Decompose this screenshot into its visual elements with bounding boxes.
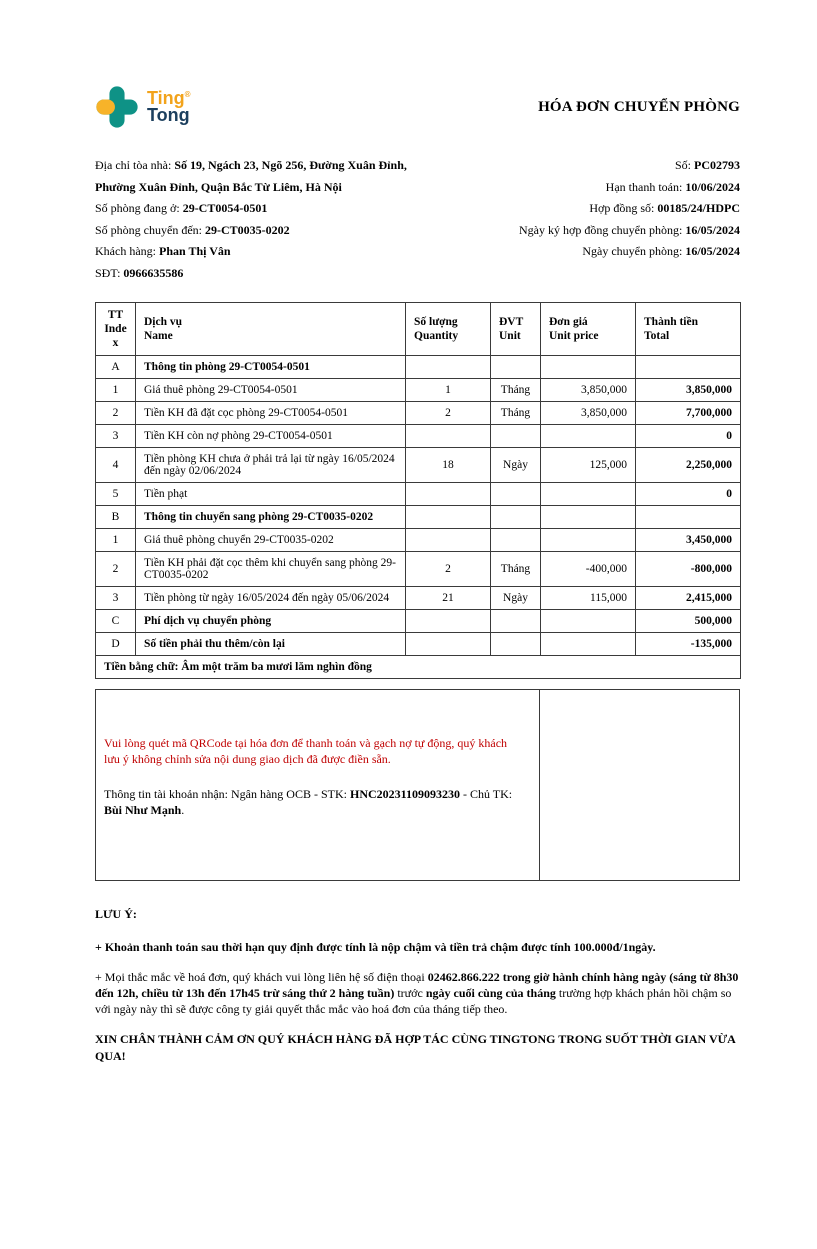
amount-in-words: Tiền bằng chữ: Âm một trăm ba mươi lăm nghìn đồng <box>96 656 741 679</box>
invoice-table <box>95 302 741 679</box>
destination-room-line: Số phòng chuyển đến: 29-CT0035-0202 <box>95 222 290 237</box>
payment-box <box>95 689 740 881</box>
cell-price <box>541 483 636 506</box>
invoice-table-body <box>96 356 741 656</box>
cell-unit: Tháng <box>491 552 541 587</box>
cell-tt: A <box>96 356 136 379</box>
cell-unit: Ngày <box>491 587 541 610</box>
table-section-row <box>96 610 741 633</box>
cell-qty: 1 <box>406 379 491 402</box>
cell-tt: 5 <box>96 483 136 506</box>
cell-tt: 3 <box>96 425 136 448</box>
thank-you-note: XIN CHÂN THÀNH CẢM ƠN QUÝ KHÁCH HÀNG ĐÃ HỢP TÁC CÙNG TINGTONG TRONG SUỐT THỜI GIAN VỪA QUA! <box>95 1032 736 1063</box>
cell-price <box>541 356 636 379</box>
qr-warning-text: Vui lòng quét mã QRCode tại hóa đơn để thanh toán và gạch nợ tự động, quý khách lưu ý không chỉnh sửa nội dung giao dịch đã được điền sẵn. <box>104 736 508 766</box>
cell-price: 115,000 <box>541 587 636 610</box>
cell-unit <box>491 506 541 529</box>
cell-name: Tiền KH đã đặt cọc phòng 29-CT0054-0501 <box>136 402 406 425</box>
column-header-quantity: Số lượng Quantity <box>406 303 491 356</box>
cell-price <box>541 633 636 656</box>
cell-unit <box>491 356 541 379</box>
registered-mark: ® <box>184 89 191 99</box>
cell-unit: Tháng <box>491 379 541 402</box>
cell-qty <box>406 425 491 448</box>
table-section-row <box>96 633 741 656</box>
cell-tt: 2 <box>96 552 136 587</box>
payment-deadline-line: Hạn thanh toán: 10/06/2024 <box>605 179 740 194</box>
table-row <box>96 448 741 483</box>
cell-total: 500,000 <box>636 610 741 633</box>
meta-right <box>519 155 740 284</box>
cell-tt: C <box>96 610 136 633</box>
cell-name: Tiền KH phải đặt cọc thêm khi chuyển sang phòng 29-CT0035-0202 <box>136 552 406 587</box>
cell-tt: 2 <box>96 402 136 425</box>
move-date-line: Ngày chuyển phòng: 16/05/2024 <box>582 244 740 258</box>
cell-price <box>541 529 636 552</box>
bank-account-info: Thông tin tài khoản nhận: Ngân hàng OCB - STK: HNC20231109093230 - Chủ TK: Bùi Như Mạnh. <box>104 787 513 817</box>
cell-total: -135,000 <box>636 633 741 656</box>
cell-total <box>636 356 741 379</box>
cell-qty <box>406 506 491 529</box>
amount-in-words-row <box>96 656 741 679</box>
table-row <box>96 587 741 610</box>
cell-price <box>541 425 636 448</box>
table-row <box>96 483 741 506</box>
cell-price: -400,000 <box>541 552 636 587</box>
contract-sign-date-line: Ngày ký hợp đồng chuyển phòng: 16/05/2024 <box>519 222 740 237</box>
cell-name: Tiền phòng từ ngày 16/05/2024 đến ngày 05/06/2024 <box>136 587 406 610</box>
cell-tt: B <box>96 506 136 529</box>
invoice-number-line: Số: PC02793 <box>674 158 740 172</box>
cell-total: 2,250,000 <box>636 448 741 483</box>
brand-tong: Tong <box>147 105 190 125</box>
column-header-total: Thành tiền Total <box>636 303 741 356</box>
cell-total: 0 <box>636 425 741 448</box>
table-row <box>96 379 741 402</box>
cell-unit <box>491 425 541 448</box>
cell-name: Phí dịch vụ chuyển phòng <box>136 610 406 633</box>
phone-line: SĐT: 0966635586 <box>95 265 184 280</box>
cell-qty: 18 <box>406 448 491 483</box>
table-section-row <box>96 506 741 529</box>
qr-code-area <box>539 690 739 880</box>
contract-number-line: Hợp đồng số: 00185/24/HDPC <box>589 201 740 215</box>
meta-section <box>95 155 740 284</box>
cell-name: Tiền KH còn nợ phòng 29-CT0054-0501 <box>136 425 406 448</box>
cell-price: 3,850,000 <box>541 402 636 425</box>
cell-name: Tiền phạt <box>136 483 406 506</box>
cell-tt: 1 <box>96 529 136 552</box>
table-row <box>96 425 741 448</box>
page-title: HÓA ĐƠN CHUYỂN PHÒNG <box>538 98 740 115</box>
cell-unit: Ngày <box>491 448 541 483</box>
cell-name: Số tiền phải thu thêm/còn lại <box>136 633 406 656</box>
cell-unit <box>491 633 541 656</box>
tingtong-plus-icon <box>95 85 139 129</box>
cell-tt: 4 <box>96 448 136 483</box>
cell-name: Giá thuê phòng chuyển 29-CT0035-0202 <box>136 529 406 552</box>
cell-name: Thông tin phòng 29-CT0054-0501 <box>136 356 406 379</box>
column-header-unit: ĐVT Unit <box>491 303 541 356</box>
cell-qty <box>406 633 491 656</box>
cell-qty: 2 <box>406 552 491 587</box>
cell-total: -800,000 <box>636 552 741 587</box>
cell-total: 3,850,000 <box>636 379 741 402</box>
cell-unit: Tháng <box>491 402 541 425</box>
current-room-line: Số phòng đang ở: 29-CT0054-0501 <box>95 201 268 215</box>
cell-price: 3,850,000 <box>541 379 636 402</box>
notes-heading: LƯU Ý: <box>95 907 137 921</box>
cell-qty: 21 <box>406 587 491 610</box>
cell-unit <box>491 483 541 506</box>
customer-name-line: Khách hàng: Phan Thị Vân <box>95 244 231 258</box>
cell-price: 125,000 <box>541 448 636 483</box>
table-header-row <box>96 303 741 356</box>
cell-total: 0 <box>636 483 741 506</box>
cell-total: 2,415,000 <box>636 587 741 610</box>
cell-qty: 2 <box>406 402 491 425</box>
column-header-service: Dịch vụ Name <box>136 303 406 356</box>
table-section-row <box>96 356 741 379</box>
cell-name: Tiền phòng KH chưa ở phải trả lại từ ngày 16/05/2024 đến ngày 02/06/2024 <box>136 448 406 483</box>
cell-price <box>541 610 636 633</box>
cell-qty <box>406 610 491 633</box>
meta-left <box>95 155 447 284</box>
cell-total <box>636 506 741 529</box>
building-address-line: Địa chỉ tòa nhà: Số 19, Ngách 23, Ngõ 256, Đường Xuân Đỉnh, Phường Xuân Đỉnh, Quận Bắc Từ Liêm, Hà Nội <box>95 158 407 194</box>
cell-total: 7,700,000 <box>636 402 741 425</box>
payment-box-text-area <box>96 690 539 880</box>
brand-wordmark <box>147 87 191 125</box>
table-row <box>96 402 741 425</box>
cell-qty <box>406 483 491 506</box>
cell-name: Giá thuê phòng 29-CT0054-0501 <box>136 379 406 402</box>
column-header-unit-price: Đơn giá Unit price <box>541 303 636 356</box>
cell-tt: 1 <box>96 379 136 402</box>
cell-price <box>541 506 636 529</box>
cell-qty <box>406 529 491 552</box>
cell-tt: D <box>96 633 136 656</box>
brand-ting: Ting® <box>147 87 191 108</box>
header <box>95 85 740 129</box>
table-row <box>96 529 741 552</box>
cell-tt: 3 <box>96 587 136 610</box>
late-payment-note: + Khoản thanh toán sau thời hạn quy định được tính là nộp chậm và tiền trả chậm được tính 100.000đ/1ngày. <box>95 940 656 954</box>
notes-section <box>95 907 740 1065</box>
column-header-index: TT Index <box>96 303 136 356</box>
table-row <box>96 552 741 587</box>
cell-name: Thông tin chuyển sang phòng 29-CT0035-0202 <box>136 506 406 529</box>
cell-total: 3,450,000 <box>636 529 741 552</box>
cell-unit <box>491 610 541 633</box>
cell-qty <box>406 356 491 379</box>
contact-note: + Mọi thắc mắc về hoá đơn, quý khách vui lòng liên hệ số điện thoại 02462.866.222 trong giờ hành chính hàng ngày (sáng từ 8h30 đến 12h, chiều từ 13h đến 17h45 trừ sáng thứ 2 hàng tuần) trước ngày cuối cùng của tháng trường hợp khách phản hồi chậm so với ngày này thì sẽ được công ty giải quyết thắc mắc vào hoá đơn của tháng tiếp theo. <box>95 970 739 1016</box>
tingtong-logo <box>95 85 191 129</box>
cell-unit <box>491 529 541 552</box>
invoice-table-wrap <box>95 302 740 679</box>
